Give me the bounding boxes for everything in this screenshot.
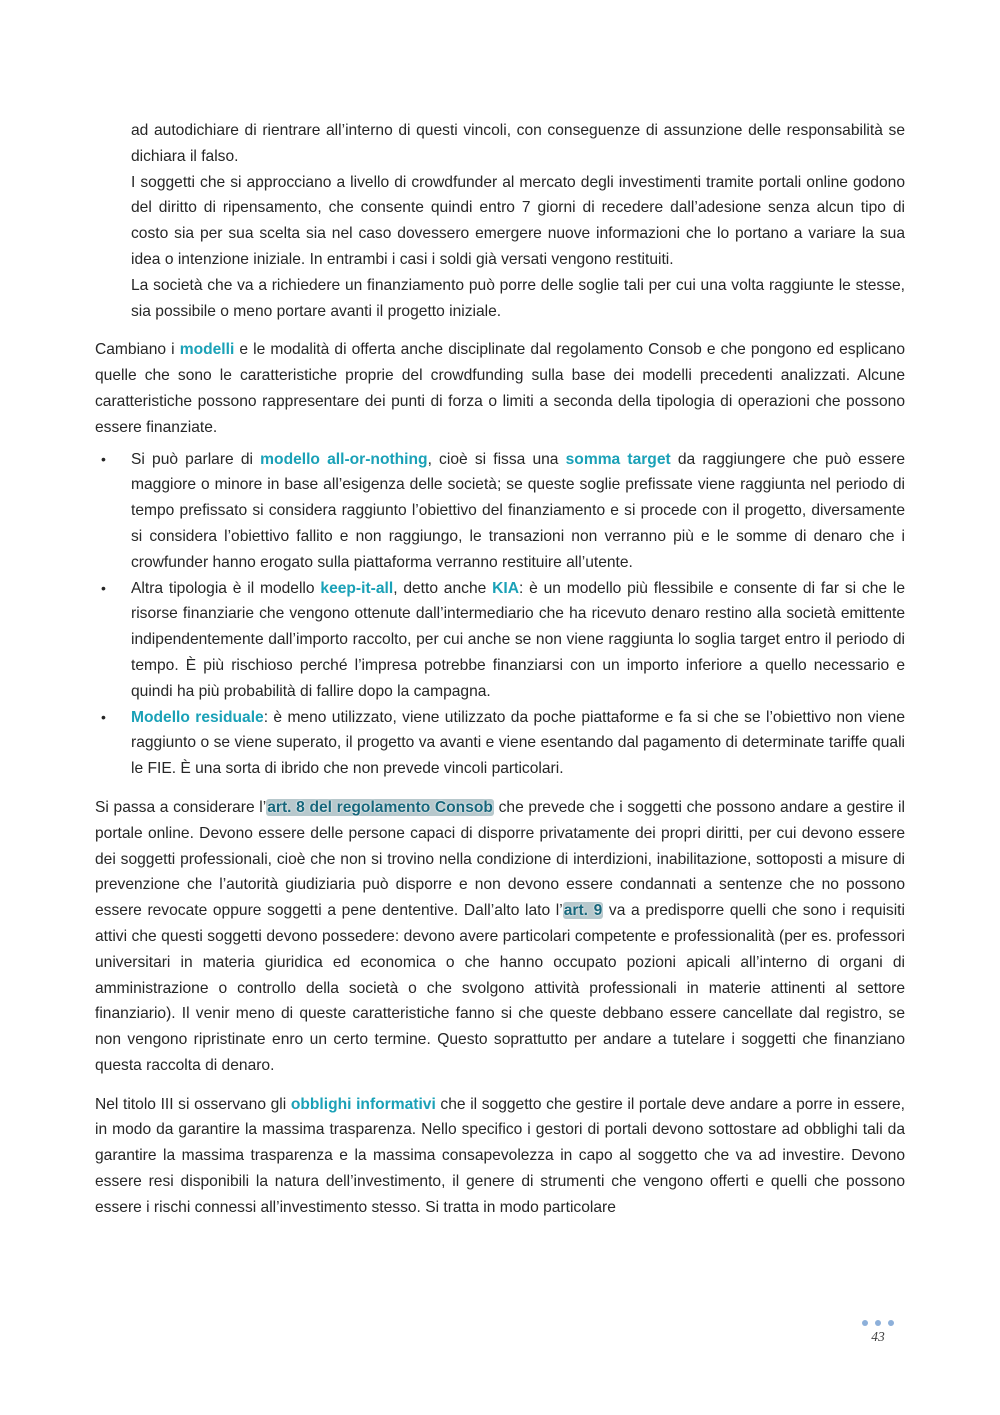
page-number: 43	[871, 1329, 885, 1344]
text: che prevede che i soggetti che possono andare a gestire il portale online. Devono essere delle persone capaci di disporre privatamente dei propri diritti, per cui devono essere dei soggetti professionali, cioè che non si trovino nella condizione di interdizioni, inabilitazione, sottoposti a misure di prevenzione che l’autorità giudiziaria può disporre e non devono essere condannati a sentenze che no possono essere revocate oppure soggetti a pene dententive. Dall’alto lato l’	[95, 798, 905, 920]
bullet-icon: •	[101, 708, 106, 725]
model-list	[95, 447, 905, 782]
highlighted-term: keep-it-all	[320, 579, 394, 597]
text: da raggiungere che può essere maggiore o minore in base all’esigenza delle società; se queste soglie prefissate viene raggiunta nel periodo di tempo prefissato si considera raggiunto l’obiettivo del finanziamento e si procede con il progetto, diversamente si considera l’obiettivo fallito e non raggiungo, le transazioni non verranno più e le somme di denaro che i crowfunder hanno erogato sulla piattaforma verranno restituire all’utente.	[131, 450, 905, 571]
highlighted-term: Modello residuale	[131, 708, 264, 726]
paragraph: ad autodichiare di rientrare all’interno di questi vincoli, con conseguenze di assunzione delle responsabilità se dichiara il falso.	[131, 122, 905, 165]
paragraph-titolo	[95, 1092, 905, 1221]
text: Si passa a considerare l’	[95, 798, 267, 816]
ellipsis-dots-icon	[858, 1320, 898, 1326]
text: : è un modello più flessibile e consente di far si che le risorse finanziarie che vengono ottenute dall’intermediario che ha ricevuto denaro restino alla società emittente indipendentemente dall’importo raccolto, per cui anche se non viene raggiunta lo soglia target entro il periodo di tempo. È più rischioso perché l’impresa potrebbe finanziarsi con un importo inferiore a quello necessario e quindi ha più probabilità di fallire dopo la campagna.	[131, 579, 906, 700]
text: Cambiano i	[95, 341, 180, 359]
paragraph: I soggetti che si approcciano a livello di crowdfunder al mercato degli investimenti tramite portali online godono del diritto di ripensamento, che consente quindi entro 7 giorni di recedere dall’adesione senza alcun tipo di costo sia per sua scelta sia nel caso dovessero emergere nuove informazioni che lo portano a variare la sua idea o intenzione iniziale. In entrambi i casi i soldi già versati vengono restituiti.	[131, 173, 905, 268]
highlighted-term: KIA	[492, 579, 519, 597]
bullet-icon: •	[101, 579, 106, 596]
text: che il soggetto che gestire il portale deve andare a porre in essere, in modo da garantire la massima trasparenza. Nello specifico i gestori di portali devono sottostare ad obblighi tali da garantire la massima trasparenza e la massima consapevolezza in capo al soggetto che va ad investire. Devono essere resi disponibili la natura dell’investimento, il genere di strumenti che vengono offerti e quelli che possono essere i rischi connessi all’investimento stesso. Si tratta in modo particolare	[95, 1095, 905, 1216]
marked-reference: art. 9	[563, 902, 603, 920]
text: Altra tipologia è il modello	[131, 579, 321, 597]
document-body	[95, 118, 905, 1221]
highlighted-term: modello all-or-nothing	[260, 450, 428, 468]
text: Nel titolo III si osservano gli	[95, 1095, 291, 1113]
text: va a predisporre quelli che sono i requisiti attivi che questi soggetti devono possedere: devono avere particolari competente e professionalità (per es. professori universitari in materia giuridica ed economica o che hanno occupato pozioni apicali all’interno di organi di amministrazione o controllo della società o che svolgono attività professionali in materie attinenti al settore finanziario). Il venir meno di queste caratteristiche fanno si che queste debbano essere cancellate dal registro, se non vengono ripristinate enro un certo termine. Questo soprattutto per andare a tutelare i soggetti che finanziano questa raccolta di denaro.	[95, 902, 905, 1074]
list-item	[95, 576, 905, 705]
text: , detto anche	[393, 579, 493, 597]
paragraph-articles	[95, 795, 905, 1079]
list-item	[95, 705, 905, 782]
marked-reference: art. 8 del regolamento Consob	[267, 798, 493, 816]
highlighted-term: obblighi informativi	[290, 1095, 436, 1113]
highlighted-term: somma target	[565, 450, 671, 468]
highlighted-term: modelli	[179, 341, 235, 359]
paragraph-models	[95, 337, 905, 440]
text: , cioè si fissa una	[427, 450, 566, 468]
paragraph: La società che va a richiedere un finanziamento può porre delle soglie tali per cui una volta raggiunte le stesse, sia possibile o meno portare avanti il progetto iniziale.	[131, 276, 905, 320]
text: : è meno utilizzato, viene utilizzato da poche piattaforme e fa si che se l’obiettivo non viene raggiunto o se viene superato, il progetto va avanti e viene esentando dal pagamento di determinate tariffe quali le FIE. È una sorta di ibrido che non prevede vincoli particolari.	[131, 708, 905, 778]
bullet-icon: •	[101, 450, 106, 467]
page-footer	[858, 1320, 898, 1345]
text: Si può parlare di	[131, 450, 261, 468]
text: e le modalità di offerta anche disciplinate dal regolamento Consob e che pongono ed esplicano quelle che sono le caratteristiche proprie del crowdfunding sulla base dei modelli precedenti analizzati. Alcune caratteristiche possono rappresentare dei punti di forza o limiti a seconda della tipologia di operazioni che possono essere finanziate.	[95, 341, 905, 436]
list-item	[95, 447, 905, 576]
